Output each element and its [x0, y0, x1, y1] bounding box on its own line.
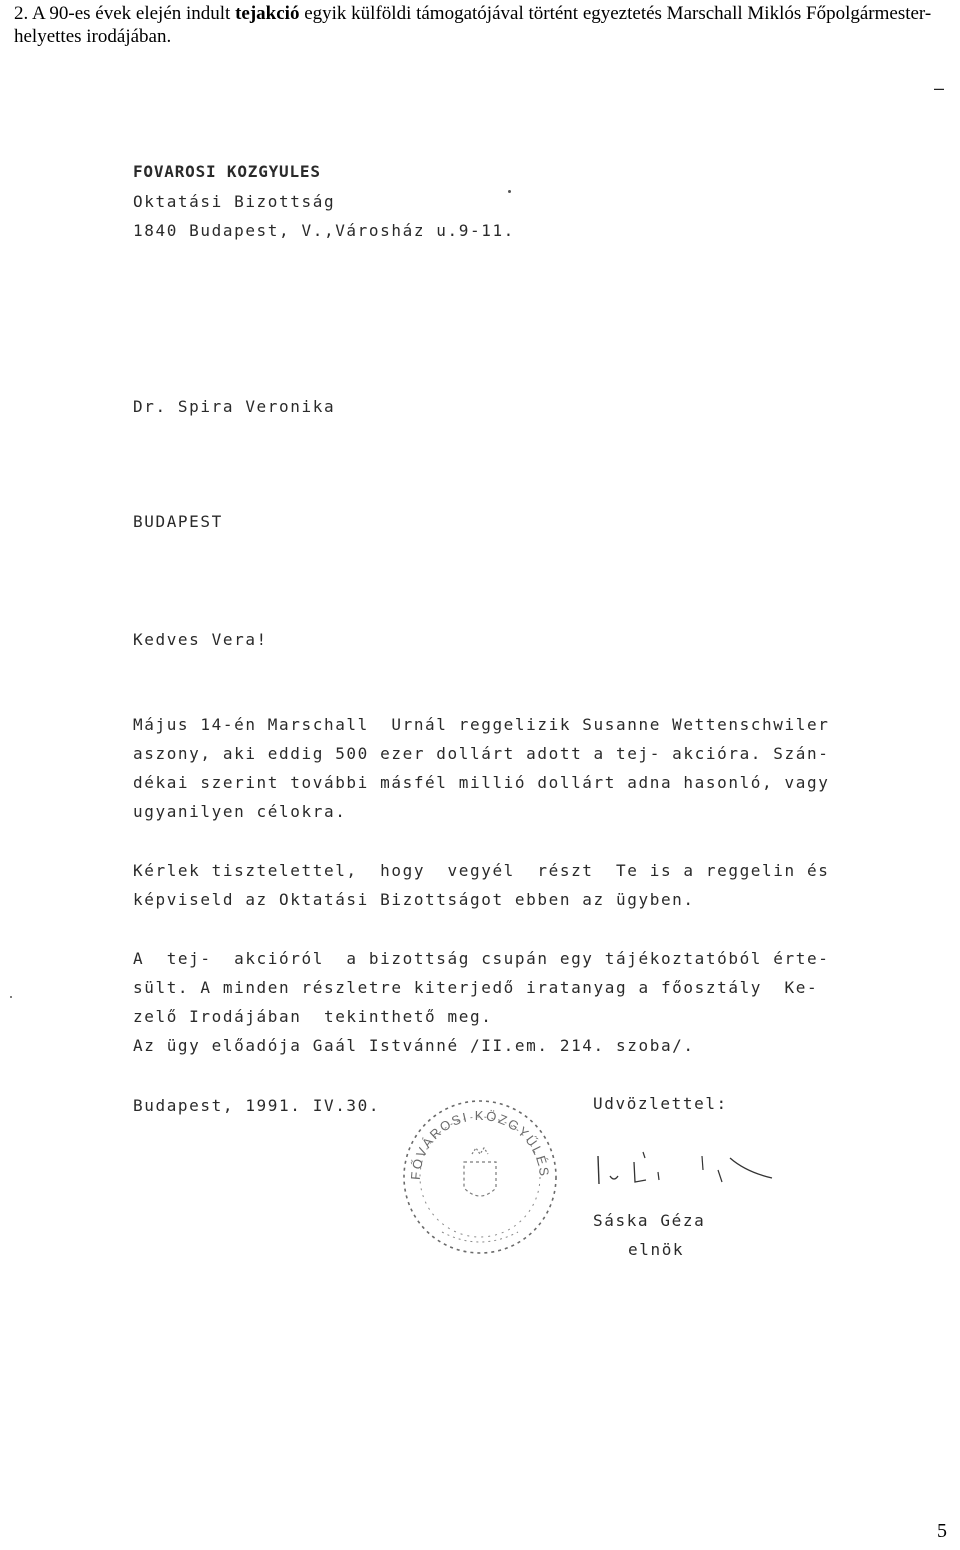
- stamp-arc-text: FŐVÁROSI KÖZGYŰLÉS: [407, 1107, 553, 1181]
- paragraph-1-line: aszony, aki eddig 500 ezer dollárt adott a tej- akcióra. Szán-: [133, 744, 830, 763]
- letterhead-address: 1840 Budapest, V.,Városház u.9-11.: [133, 221, 515, 240]
- stamp-text: [408, 1108, 552, 1180]
- paragraph-1-line: Május 14-én Marschall Urnál reggelizik Susanne Wettenschwiler: [133, 715, 830, 734]
- official-stamp: [392, 1092, 568, 1262]
- letter-date: Budapest, 1991. IV.30.: [133, 1096, 381, 1115]
- paragraph-3-line: A tej- akcióról a bizottság csupán egy tájékoztatóból érte-: [133, 949, 830, 968]
- scan-speck: [508, 190, 511, 193]
- paragraph-1-line: dékai szerint további másfél millió dollárt adna hasonló, vagy: [133, 773, 830, 792]
- handwritten-signature: [590, 1148, 780, 1192]
- letterhead-title: FOVAROSI KOZGYULES: [133, 162, 321, 181]
- page-number: 5: [937, 1520, 947, 1542]
- margin-mark: –: [934, 78, 945, 98]
- paragraph-3-line: sült. A minden részletre kiterjedő iratanyag a főosztály Ke-: [133, 978, 819, 997]
- paragraph-3-line: Az ügy előadója Gaál Istvánné /II.em. 214. szoba/.: [133, 1036, 695, 1055]
- closing-greeting: Udvözlettel:: [593, 1094, 728, 1113]
- document-caption: [14, 2, 944, 48]
- signatory-name: Sáska Géza: [593, 1211, 706, 1230]
- caption-keyword: tejakció: [235, 3, 300, 24]
- recipient-name: Dr. Spira Veronika: [133, 397, 336, 416]
- caption-prefix: 2. A 90-es évek elején indult: [14, 3, 236, 24]
- paragraph-1-line: ugyanilyen célokra.: [133, 802, 347, 821]
- recipient-city: BUDAPEST: [133, 512, 223, 531]
- caption-suffix: egyik külföldi támogatójával történt egyeztetés Marschall Miklós Főpolgármester-helyettes irodájában.: [14, 3, 932, 47]
- coat-of-arms-icon: [464, 1148, 496, 1196]
- signatory-role: elnök: [628, 1240, 685, 1259]
- scan-speck: [10, 996, 12, 998]
- letterhead-department: Oktatási Bizottság: [133, 192, 336, 211]
- salutation: Kedves Vera!: [133, 630, 268, 649]
- paragraph-2-line: Kérlek tisztelettel, hogy vegyél részt Te is a reggelin és: [133, 861, 830, 880]
- paragraph-2-line: képviseld az Oktatási Bizottságot ebben az ügyben.: [133, 890, 695, 909]
- paragraph-3-line: zelő Irodájában tekinthető meg.: [133, 1007, 493, 1026]
